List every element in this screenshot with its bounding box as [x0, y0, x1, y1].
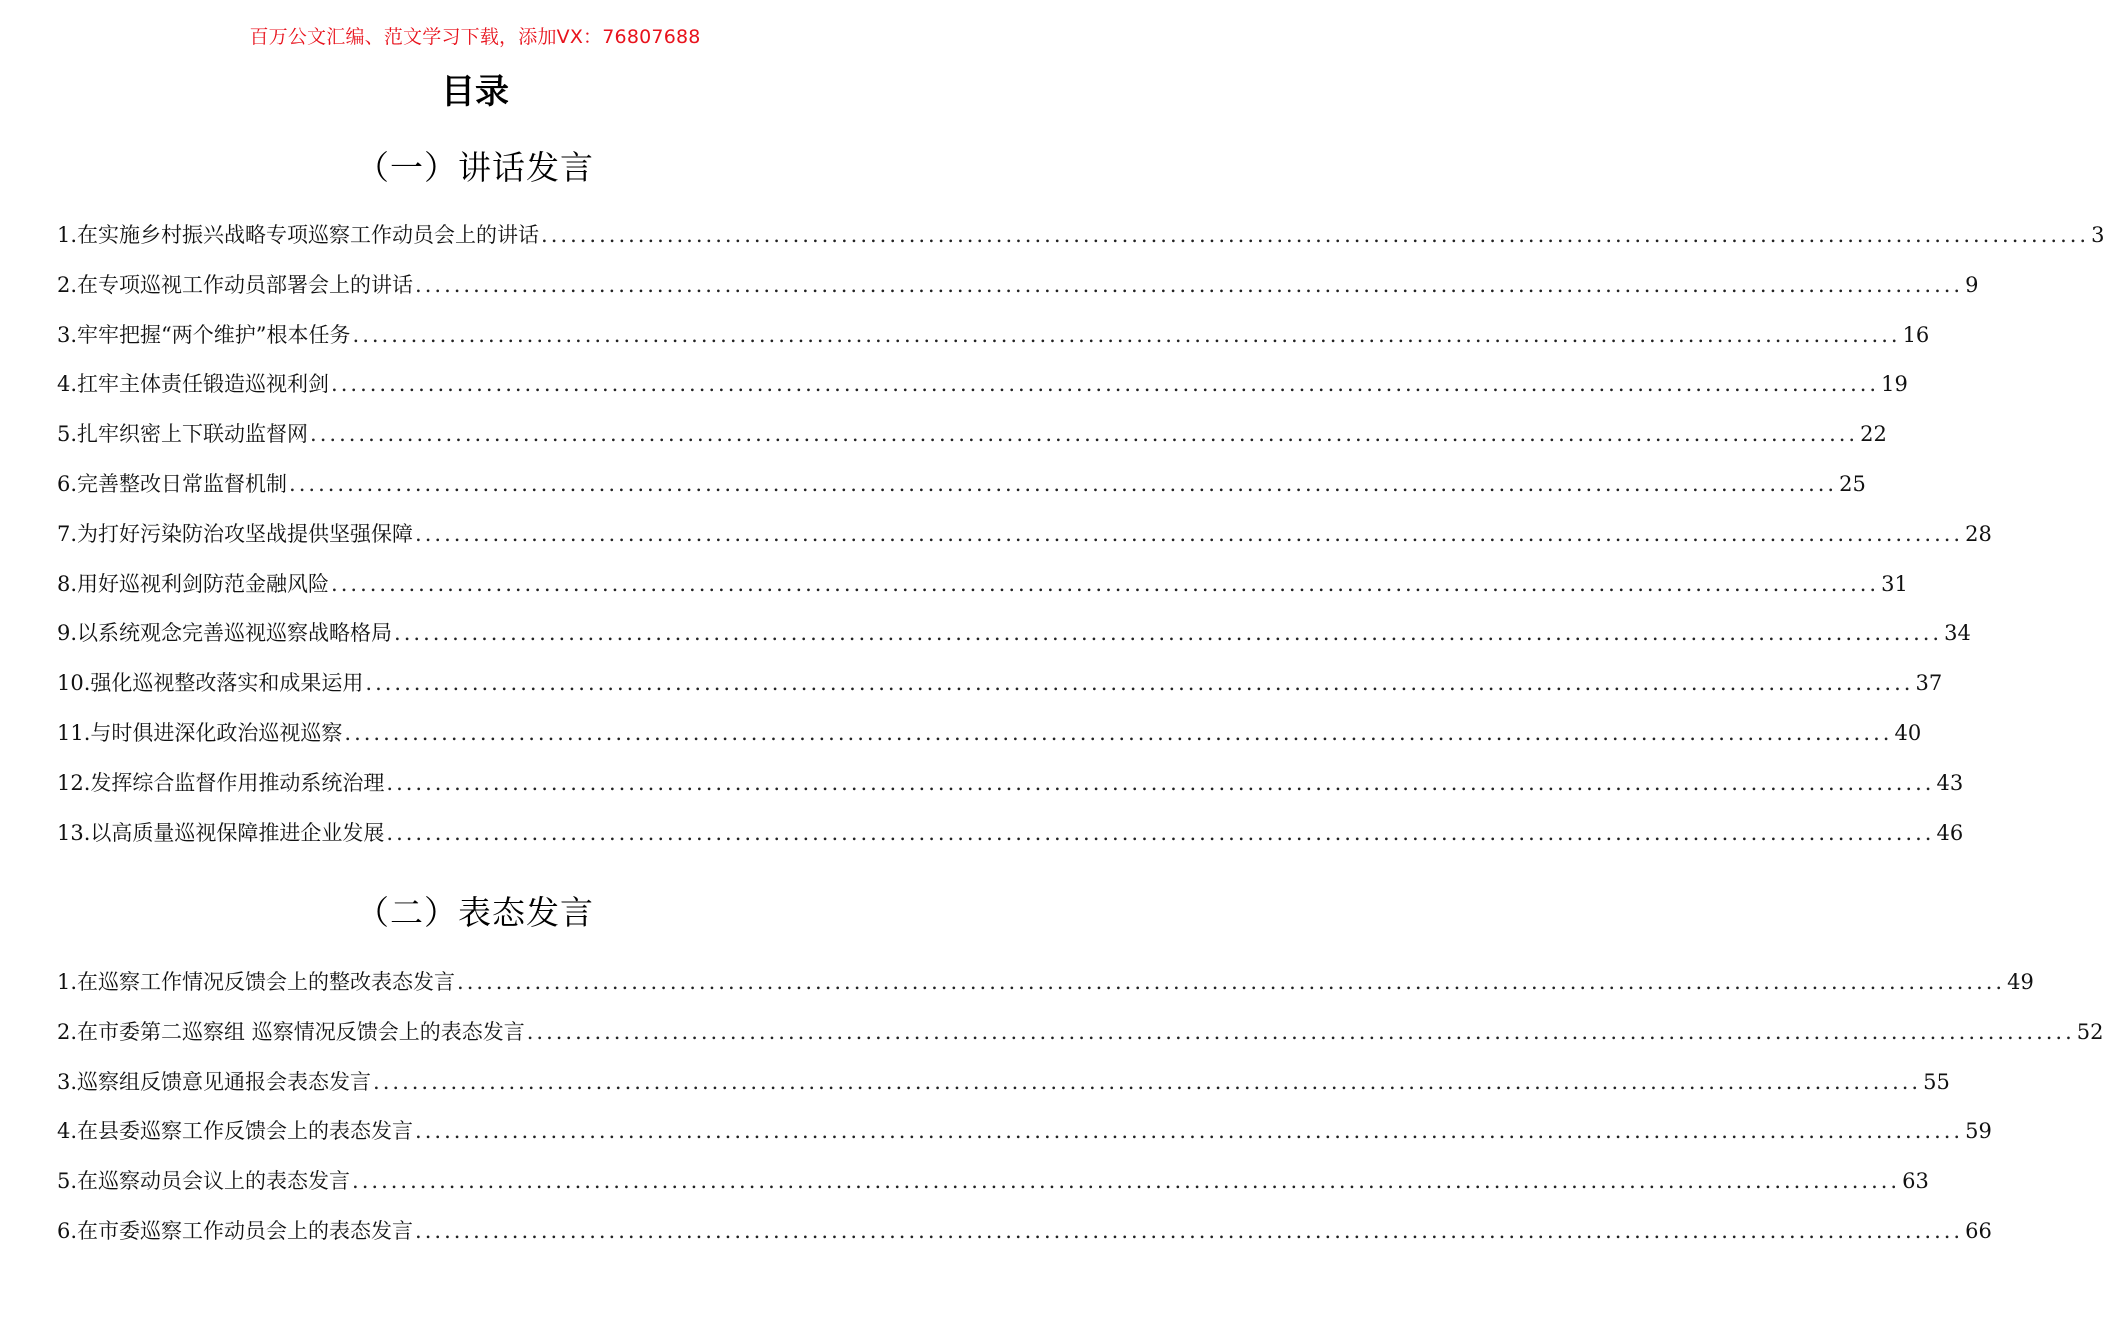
toc-dot-leader: ................................................................................................................................................................: [386, 770, 1935, 795]
toc-page-number: 31: [1881, 571, 1908, 596]
toc-entry[interactable]: [57, 418, 1887, 468]
toc-page-number: 22: [1860, 422, 1887, 447]
toc-entry-title: 3.牢牢把握“两个维护”根本任务: [57, 322, 351, 347]
toc-dot-leader: ................................................................................................................................................................: [415, 1119, 1964, 1144]
toc-entry-title: 7.为打好污染防治攻坚战提供坚强保障: [57, 521, 414, 546]
toc-entry-title: 3.巡察组反馈意见通报会表态发言: [57, 1069, 372, 1094]
toc-dot-leader: ................................................................................................................................................................: [352, 322, 1901, 347]
toc-page-number: 40: [1894, 720, 1922, 745]
toc-entry-title: 6.在市委巡察工作动员会上的表态发言: [57, 1218, 414, 1243]
toc-page-number: 43: [1936, 770, 1964, 795]
toc-dot-leader: ................................................................................................................................................................: [541, 223, 2090, 247]
toc-entry-title: 5.扎牢织密上下联动监督网: [57, 422, 309, 447]
toc-page-number: 25: [1839, 471, 1866, 496]
toc-entry[interactable]: [57, 368, 1908, 418]
toc-entry[interactable]: [57, 219, 2104, 269]
toc-dot-leader: ................................................................................................................................................................: [457, 970, 2006, 994]
toc-dot-leader: ................................................................................................................................................................: [386, 820, 1935, 845]
section-heading-speeches: （一）讲话发言: [356, 148, 594, 187]
toc-page-number: 19: [1881, 372, 1908, 397]
toc-dot-leader: ................................................................................................................................................................: [331, 372, 1880, 397]
toc-dot-leader: ................................................................................................................................................................: [365, 671, 1914, 696]
toc-entry-title: 1.在实施乡村振兴战略专项巡察工作动员会上的讲话: [57, 223, 540, 247]
toc-entry-title: 13.以高质量巡视保障推进企业发展: [57, 820, 385, 845]
toc-dot-leader: ................................................................................................................................................................: [415, 272, 1964, 297]
toc-page-number: 59: [1965, 1119, 1992, 1144]
toc-entry-title: 5.在巡察动员会议上的表态发言: [57, 1169, 351, 1194]
toc-entry[interactable]: [57, 617, 1971, 667]
toc-dot-leader: ................................................................................................................................................................: [526, 1019, 2075, 1044]
toc-entry-title: 10.强化巡视整改落实和成果运用: [57, 671, 364, 696]
toc-dot-leader: ................................................................................................................................................................: [289, 471, 1838, 496]
toc-entry-title: 4.扛牢主体责任锻造巡视利剑: [57, 372, 330, 397]
toc-page-number: 66: [1965, 1218, 1992, 1243]
toc-entry[interactable]: [57, 1215, 1992, 1265]
toc-entry[interactable]: [57, 767, 1964, 817]
toc-entry-title: 9.以系统观念完善巡视巡察战略格局: [57, 621, 393, 646]
toc-entry[interactable]: [57, 1115, 1992, 1165]
toc-page-number: 34: [1944, 621, 1971, 646]
toc-dot-leader: ................................................................................................................................................................: [352, 1169, 1901, 1194]
toc-dot-leader: ................................................................................................................................................................: [310, 422, 1859, 447]
toc-dot-leader: ................................................................................................................................................................: [344, 720, 1893, 745]
toc-page-number: 55: [1923, 1069, 1950, 1094]
toc-entry[interactable]: [57, 269, 1979, 319]
toc-entry-title: 8.用好巡视利剑防范金融风险: [57, 571, 330, 596]
toc-entry[interactable]: [57, 1165, 1929, 1215]
toc-entry[interactable]: [57, 717, 1922, 767]
toc-entry[interactable]: [57, 518, 1992, 568]
toc-dot-leader: ................................................................................................................................................................: [331, 571, 1880, 596]
toc-page-number: 16: [1902, 322, 1930, 347]
toc-page-number: 9: [1965, 272, 1979, 297]
toc-list-statements: [57, 966, 2104, 1265]
toc-entry[interactable]: [57, 667, 1943, 717]
toc-entry-title: 1.在巡察工作情况反馈会上的整改表态发言: [57, 970, 456, 994]
toc-entry[interactable]: [57, 1016, 2104, 1066]
toc-entry-title: 2.在市委第二巡察组 巡察情况反馈会上的表态发言: [57, 1019, 525, 1044]
toc-entry-title: 2.在专项巡视工作动员部署会上的讲话: [57, 272, 414, 297]
toc-page-number: 37: [1915, 671, 1943, 696]
toc-entry[interactable]: [57, 468, 1866, 518]
toc-entry[interactable]: [57, 319, 1930, 369]
toc-page-number: 63: [1902, 1169, 1929, 1194]
page-title: 目录: [441, 72, 509, 112]
toc-page-number: 49: [2007, 970, 2034, 994]
toc-dot-leader: ................................................................................................................................................................: [373, 1069, 1922, 1094]
toc-entry-title: 12.发挥综合监督作用推动系统治理: [57, 770, 385, 795]
toc-entry[interactable]: [57, 966, 2034, 1016]
promo-banner: 百万公文汇编、范文学习下载，添加VX：76807688: [249, 26, 701, 48]
toc-dot-leader: ................................................................................................................................................................: [415, 521, 1964, 546]
toc-page-number: 3: [2091, 223, 2104, 247]
toc-entry-title: 11.与时俱进深化政治巡视巡察: [57, 720, 343, 745]
toc-list-speeches: [57, 219, 2104, 866]
toc-page-number: 46: [1936, 820, 1964, 845]
toc-page-number: 28: [1965, 521, 1992, 546]
toc-dot-leader: ................................................................................................................................................................: [415, 1218, 1964, 1243]
toc-entry-title: 4.在县委巡察工作反馈会上的表态发言: [57, 1119, 414, 1144]
section-heading-statements: （二）表态发言: [356, 893, 594, 932]
toc-entry[interactable]: [57, 817, 1964, 867]
toc-page-number: 52: [2076, 1019, 2104, 1044]
toc-dot-leader: ................................................................................................................................................................: [394, 621, 1943, 646]
toc-entry[interactable]: [57, 1066, 1950, 1116]
toc-entry-title: 6.完善整改日常监督机制: [57, 471, 288, 496]
toc-entry[interactable]: [57, 568, 1908, 618]
